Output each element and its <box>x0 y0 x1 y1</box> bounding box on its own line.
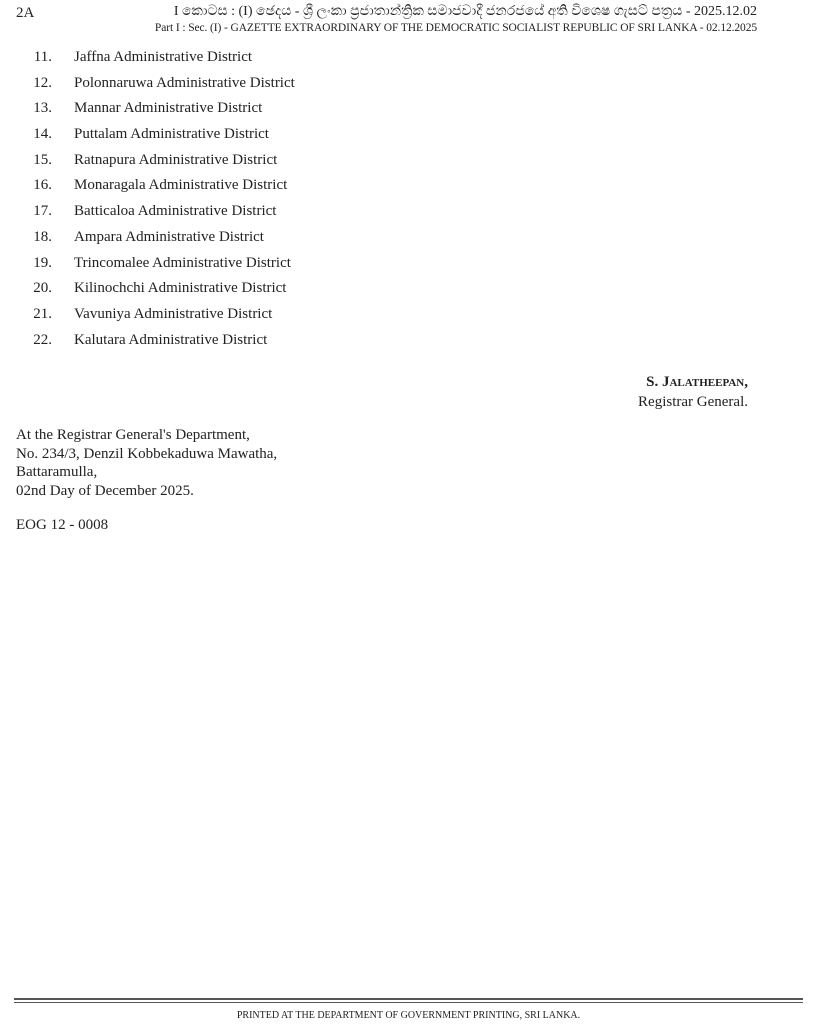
item-number: 18. <box>33 228 52 245</box>
item-number: 20. <box>33 280 52 297</box>
reference-number: EOG 12 - 0008 <box>16 517 109 533</box>
district-name: Kilinochchi Administrative District <box>74 280 287 297</box>
item-number: 17. <box>33 203 52 220</box>
district-name: Polonnaruwa Administrative District <box>74 74 295 91</box>
footer-divider <box>14 998 803 1003</box>
item-number: 14. <box>33 126 52 143</box>
item-number: 15. <box>33 151 52 168</box>
address-block <box>16 426 277 500</box>
district-name: Kalutara Administrative District <box>74 331 268 348</box>
district-name: Ratnapura Administrative District <box>74 151 278 168</box>
header-sinhala: I කොටස : (I) ඡෙදය - ශ්‍රී ලංකා ප්‍රජාතාන්ත්‍රික සමාජවාදී ජනරජයේ අති විශෙෂ ගැසට් පත්‍රය - 2025.12.02 <box>173 4 757 19</box>
item-number: 19. <box>33 254 52 271</box>
district-name: Jaffna Administrative District <box>74 49 253 65</box>
district-name: Puttalam Administrative District <box>74 126 269 143</box>
page-number: 2A <box>16 5 35 21</box>
district-name: Monaragala Administrative District <box>74 177 288 194</box>
district-name: Vavuniya Administrative District <box>74 305 273 322</box>
date-line: 02nd Day of December 2025. <box>16 482 194 499</box>
footer-text: PRINTED AT THE DEPARTMENT OF GOVERNMENT PRINTING, SRI LANKA. <box>236 1010 581 1021</box>
header-english: Part I : Sec. (I) - GAZETTE EXTRAORDINARY OF THE DEMOCRATIC SOCIALIST REPUBLIC OF SRI LANKA - 02.12.2025 <box>154 22 757 34</box>
item-number: 22. <box>33 331 52 348</box>
district-name: Trincomalee Administrative District <box>74 254 291 271</box>
district-name: Ampara Administrative District <box>74 228 264 245</box>
signature-block <box>638 372 748 412</box>
item-number: 13. <box>33 100 52 117</box>
district-name: Batticaloa Administrative District <box>74 203 277 220</box>
item-number: 21. <box>33 305 52 322</box>
address-line: Battaramulla, <box>16 464 98 480</box>
item-number: 11. <box>33 49 52 65</box>
address-line: No. 234/3, Denzil Kobbekaduwa Mawatha, <box>16 445 278 462</box>
address-line: At the Registrar General's Department, <box>16 427 250 443</box>
signatory-name: S. Jalatheepan, <box>646 374 748 390</box>
item-number: 12. <box>33 74 52 91</box>
signatory-title: Registrar General. <box>638 394 748 410</box>
item-number: 16. <box>33 177 52 194</box>
district-name: Mannar Administrative District <box>74 100 263 117</box>
